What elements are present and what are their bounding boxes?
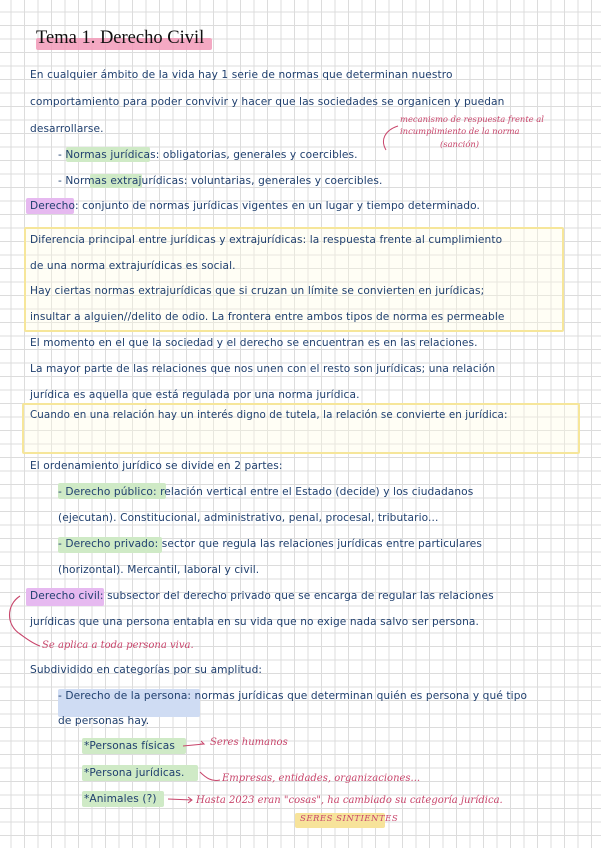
- diferencia-line-4: insultar a alguien//delito de odio. La frontera entre ambos tipos de norma es permeable: [30, 311, 505, 323]
- diferencia-line-3: Hay ciertas normas extrajurídicas que si cruzan un límite se convierten en jurídicas;: [30, 285, 485, 297]
- derecho-persona-line-1: - Derecho de la persona: normas jurídicas que determinan quién es persona y qué tipo: [58, 690, 528, 702]
- arrow-sancion: [383, 126, 398, 150]
- diferencia-line-1: Diferencia principal entre jurídicas y extrajurídicas: la respuesta frente al cumplimiento: [30, 234, 503, 246]
- margin-note-2: Se aplica a toda persona viva.: [42, 640, 194, 651]
- derecho-definition: Derecho: conjunto de normas jurídicas vigentes en un lugar y tiempo determinado.: [30, 200, 480, 212]
- relations-line-1: El momento en el que la sociedad y el derecho se encuentran es en las relaciones.: [30, 337, 478, 349]
- seres-sintientes-label: SERES SINTIENTES: [300, 814, 399, 824]
- interes-line-1: Cuando en una relación hay un interés digno de tutela, la relación se convierte en jurídica:: [30, 409, 508, 421]
- margin-note-1-line-1: mecanismo de respuesta frente al: [400, 114, 544, 124]
- tipo-persona-juridicas: *Persona jurídicas.: [84, 767, 185, 779]
- intro-line-2: comportamiento para poder convivir y hacer que las sociedades se organicen y puedan: [30, 96, 505, 108]
- note-empresas: Empresas, entidades, organizaciones...: [222, 773, 421, 784]
- derecho-persona-line-2: de personas hay.: [58, 715, 150, 727]
- intro-line-1: En cualquier ámbito de la vida hay 1 serie de normas que determinan nuestro: [30, 69, 453, 81]
- relations-line-3: jurídica es aquella que está regulada por una norma jurídica.: [30, 389, 360, 401]
- derecho-publico-line-1: - Derecho público: relación vertical entre el Estado (decide) y los ciudadanos: [58, 486, 474, 498]
- bullet-normas-juridicas: - Normas jurídicas: obligatorias, generales y coercibles.: [58, 149, 358, 161]
- derecho-civil-line-2: jurídicas que una persona entabla en su vida que no exige nada salvo ser persona.: [30, 616, 479, 628]
- margin-note-1-line-3: (sanción): [440, 139, 480, 149]
- note-seres-humanos: Seres humanos: [210, 737, 288, 748]
- intro-line-3: desarrollarse.: [30, 123, 104, 135]
- diferencia-line-2: de una norma extrajurídicas es social.: [30, 260, 236, 272]
- arrow-animales: [168, 799, 192, 800]
- derecho-publico-line-2: (ejecutan). Constitucional, administrativo, penal, procesal, tributario...: [58, 512, 439, 524]
- derecho-privado-line-1: - Derecho privado: sector que regula las relaciones jurídicas entre particulares: [58, 538, 483, 550]
- tipo-animales: *Animales (?): [84, 793, 157, 805]
- page-title: Tema 1. Derecho Civil: [36, 28, 205, 48]
- arrow-juridicas: [200, 772, 220, 781]
- margin-note-1-line-2: incumplimiento de la norma: [400, 126, 520, 136]
- subdividido-line: Subdividido en categorías por su amplitud:: [30, 664, 263, 676]
- bullet-normas-extrajuridicas: - Normas extrajurídicas: voluntarias, generales y coercibles.: [58, 175, 383, 187]
- arrow-fisicas: [183, 744, 204, 746]
- ordenamiento-intro: El ordenamiento jurídico se divide en 2 partes:: [30, 460, 283, 472]
- note-animales: Hasta 2023 eran "cosas", ha cambiado su categoría jurídica.: [196, 795, 503, 806]
- derecho-privado-line-2: (horizontal). Mercantil, laboral y civil.: [58, 564, 260, 576]
- derecho-civil-line-1: Derecho civil: subsector del derecho privado que se encarga de regular las relaciones: [30, 590, 494, 602]
- tipo-personas-fisicas: *Personas físicas: [84, 740, 175, 752]
- relations-line-2: La mayor parte de las relaciones que nos unen con el resto son jurídicas; una relación: [30, 363, 496, 375]
